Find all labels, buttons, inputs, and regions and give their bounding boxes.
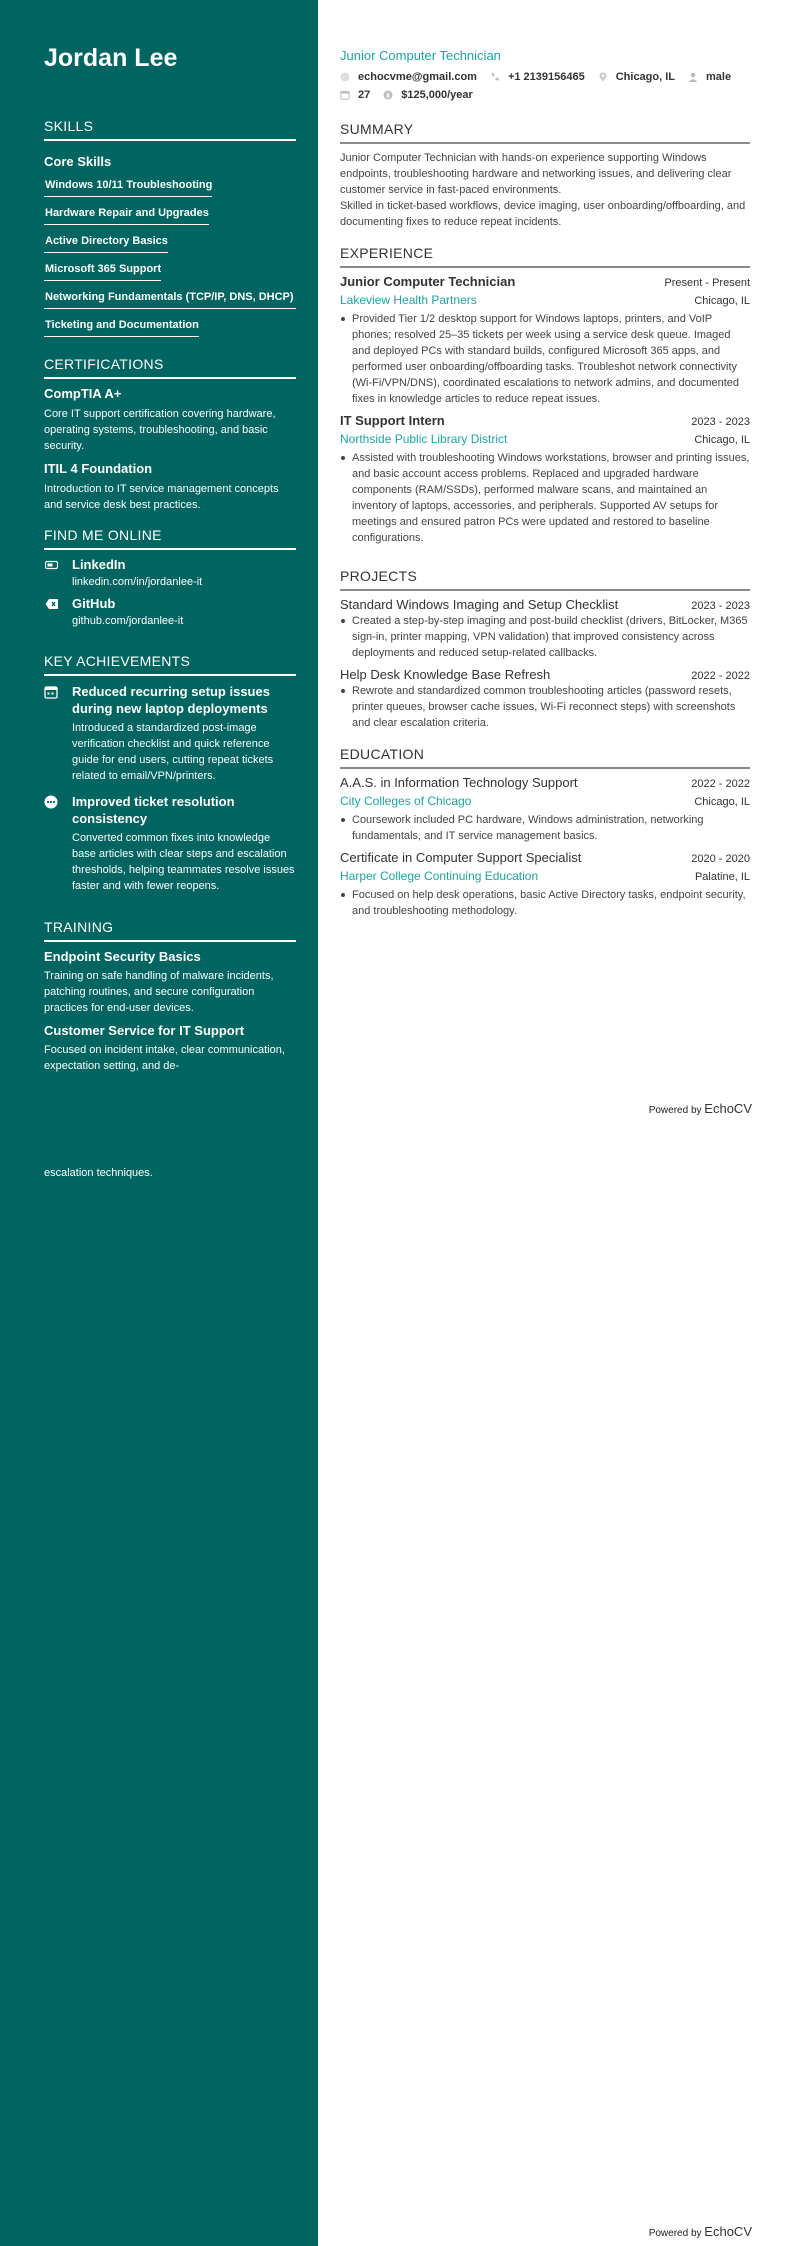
school-location: Chicago, IL bbox=[694, 796, 750, 808]
achievement-desc: Converted common fixes into knowledge base articles with clear steps and escalation thresholds, helping teammates resolve issues faster and with fewer reopens. bbox=[72, 832, 295, 892]
contact-info-line-1 bbox=[340, 71, 744, 83]
training-section bbox=[44, 919, 296, 1074]
projects-title: PROJECTS bbox=[340, 568, 750, 591]
github-label: GitHub bbox=[72, 596, 116, 611]
location-item bbox=[598, 71, 675, 83]
school-name: Harper College Continuing Education bbox=[340, 869, 539, 883]
degree-title: Certificate in Computer Support Specialist bbox=[340, 850, 582, 865]
achievement-title: Reduced recurring setup issues during new laptop deployments bbox=[72, 684, 270, 716]
skills-title: SKILLS bbox=[44, 118, 296, 141]
gender-text: male bbox=[706, 71, 732, 83]
achievement-desc: Introduced a standardized post-image verification checklist and quick reference guide for end users, cutting repeat tickets related to email/VPN/printers. bbox=[72, 722, 274, 782]
github-url[interactable]: github.com/jordanlee-it bbox=[72, 615, 184, 627]
job-date: 2023 - 2023 bbox=[691, 416, 750, 428]
linkedin-icon bbox=[45, 559, 59, 571]
job-bullet: Provided Tier 1/2 desktop support for Windows laptops, printers, and VoIP phones; resolved 25–35 tickets per week using a service desk queue. Imaged and deployed PCs with standard builds, configured Microsoft 365 apps, and performed user onboarding/offboarding tasks. Troubleshot network connectivity (Wi-Fi/VPN/DNS), coordinated escalations to network admins, and documented fixes in knowledge articles to reduce repeat issues. bbox=[340, 311, 750, 407]
skill-item: Windows 10/11 Troubleshooting bbox=[44, 173, 296, 197]
education-bullet: Focused on help desk operations, basic Active Directory tasks, endpoint security, and troubleshooting methodology. bbox=[340, 887, 750, 919]
brand-logo[interactable]: EchoCV bbox=[704, 1101, 752, 1116]
experience-title: EXPERIENCE bbox=[340, 245, 750, 268]
achievement-item bbox=[44, 793, 296, 894]
calendar-icon bbox=[44, 685, 58, 699]
summary-title: SUMMARY bbox=[340, 121, 750, 144]
achievements-title: KEY ACHIEVEMENTS bbox=[44, 653, 296, 676]
project-bullet: Rewrote and standardized common troubleshooting articles (password resets, printer queues, browser cache issues, Wi-Fi reconnect steps) with screenshots and clear escalation criteria. bbox=[340, 683, 750, 731]
powered-by-text: Powered by bbox=[648, 1105, 702, 1116]
education-section bbox=[340, 746, 750, 919]
linkedin-label: LinkedIn bbox=[72, 557, 126, 572]
training-desc-continued: escalation techniques. bbox=[44, 1167, 153, 1179]
education-bullet: Coursework included PC hardware, Windows administration, networking fundamentals, and IT service management basics. bbox=[340, 812, 750, 844]
phone-text[interactable]: +1 2139156465 bbox=[507, 71, 585, 83]
skills-section bbox=[44, 118, 296, 341]
job-bullet: Assisted with troubleshooting Windows workstations, browser and printing issues, and basic account access problems. Replaced and upgraded hardware components (RAM/SSDs), performed malware scans, and maintained an inventory of laptops, accessories, and peripherals. Supported AV setups for meetings and ensured patron PCs were updated and restored to baseline configurations. bbox=[340, 450, 750, 546]
calendar-icon bbox=[340, 90, 350, 100]
job-role: Junior Computer Technician bbox=[340, 48, 501, 63]
project-bullet: Created a step-by-step imaging and post-build checklist (drivers, BitLocker, M365 sign-in, printer mapping, VPN validation) that improved consistency across deployments and reduced setup-related callbacks. bbox=[340, 613, 750, 661]
age-text: 27 bbox=[358, 89, 371, 101]
project-date: 2022 - 2022 bbox=[691, 670, 750, 682]
salary-icon bbox=[383, 90, 393, 100]
job-title: Junior Computer Technician bbox=[340, 274, 516, 289]
skill-item: Active Directory Basics bbox=[44, 229, 296, 253]
company-name: Lakeview Health Partners bbox=[340, 293, 477, 307]
education-item bbox=[340, 850, 750, 919]
experience-section bbox=[340, 245, 750, 546]
company-location: Chicago, IL bbox=[694, 434, 750, 446]
github-icon bbox=[45, 598, 59, 610]
email-text[interactable]: echocvme@gmail.com bbox=[358, 71, 477, 83]
location-pin-icon bbox=[598, 72, 608, 82]
email-icon bbox=[340, 72, 350, 82]
cert-desc: Introduction to IT service management concepts and service desk best practices. bbox=[44, 483, 279, 511]
phone-icon bbox=[490, 72, 500, 82]
cert-name: CompTIA A+ bbox=[44, 386, 122, 401]
school-location: Palatine, IL bbox=[694, 871, 750, 883]
certifications-title: CERTIFICATIONS bbox=[44, 356, 296, 379]
summary-paragraph: Junior Computer Technician with hands-on experience supporting Windows endpoints, troubleshooting hardware and networking issues, and delivering clear customer service in fast-paced environments. bbox=[340, 152, 732, 196]
phone-item[interactable] bbox=[490, 71, 585, 83]
experience-item bbox=[340, 274, 750, 407]
summary-section bbox=[340, 121, 750, 230]
achievements-section bbox=[44, 653, 296, 894]
school-name: City Colleges of Chicago bbox=[340, 794, 472, 808]
candidate-name: Jordan Lee bbox=[44, 44, 178, 72]
contact-info-line-2 bbox=[340, 89, 486, 101]
company-name: Northside Public Library District bbox=[340, 432, 508, 446]
achievement-item bbox=[44, 683, 296, 784]
experience-item bbox=[340, 413, 750, 546]
online-section bbox=[44, 527, 296, 627]
linkedin-url[interactable]: linkedin.com/in/jordanlee-it bbox=[72, 576, 203, 588]
gender-item bbox=[688, 71, 731, 83]
education-item bbox=[340, 775, 750, 844]
location-text: Chicago, IL bbox=[615, 71, 675, 83]
powered-by-footer bbox=[649, 1101, 752, 1116]
salary-text: $125,000/year bbox=[401, 89, 473, 101]
sidebar bbox=[0, 0, 318, 2246]
job-date: Present - Present bbox=[664, 277, 750, 289]
certifications-section bbox=[44, 356, 296, 513]
training-desc: Training on safe handling of malware incidents, patching routines, and secure configuration practices for end-user devices. bbox=[44, 970, 274, 1014]
project-item bbox=[340, 667, 750, 731]
skill-item: Microsoft 365 Support bbox=[44, 257, 296, 281]
online-title: FIND ME ONLINE bbox=[44, 527, 296, 550]
skill-item: Hardware Repair and Upgrades bbox=[44, 201, 296, 225]
projects-section bbox=[340, 568, 750, 731]
training-title: TRAINING bbox=[44, 919, 296, 942]
user-icon bbox=[688, 72, 698, 82]
project-title: Standard Windows Imaging and Setup Checklist bbox=[340, 597, 619, 612]
age-item bbox=[340, 89, 370, 101]
linkedin-link[interactable] bbox=[44, 557, 296, 588]
company-location: Chicago, IL bbox=[694, 295, 750, 307]
svg-text:$: $ bbox=[385, 91, 391, 100]
achievement-title: Improved ticket resolution consistency bbox=[72, 794, 235, 826]
email-item[interactable] bbox=[340, 71, 477, 83]
cert-desc: Core IT support certification covering hardware, operating systems, troubleshooting, and basic security. bbox=[44, 408, 276, 452]
training-name: Endpoint Security Basics bbox=[44, 949, 201, 964]
salary-item bbox=[383, 89, 473, 101]
summary-paragraph: Skilled in ticket-based workflows, device imaging, user onboarding/offboarding, and documenting fixes to reduce repeat incidents. bbox=[340, 200, 746, 228]
training-name: Customer Service for IT Support bbox=[44, 1023, 245, 1038]
project-title: Help Desk Knowledge Base Refresh bbox=[340, 667, 551, 682]
education-title: EDUCATION bbox=[340, 746, 750, 769]
powered-by-text: Powered by bbox=[648, 2228, 702, 2239]
degree-title: A.A.S. in Information Technology Support bbox=[340, 775, 578, 790]
powered-by-footer bbox=[649, 2224, 752, 2239]
education-date: 2022 - 2022 bbox=[691, 778, 750, 790]
more-icon bbox=[44, 795, 58, 809]
github-link[interactable] bbox=[44, 596, 296, 627]
skill-item: Networking Fundamentals (TCP/IP, DNS, DHCP) bbox=[44, 285, 296, 309]
job-title: IT Support Intern bbox=[340, 413, 445, 428]
brand-logo[interactable]: EchoCV bbox=[704, 2224, 752, 2239]
cert-name: ITIL 4 Foundation bbox=[44, 461, 153, 476]
skills-group-title: Core Skills bbox=[44, 154, 112, 169]
skill-item: Ticketing and Documentation bbox=[44, 313, 296, 337]
project-date: 2023 - 2023 bbox=[691, 600, 750, 612]
training-desc: Focused on incident intake, clear communication, expectation setting, and de- bbox=[44, 1044, 285, 1072]
project-item bbox=[340, 597, 750, 661]
education-date: 2020 - 2020 bbox=[691, 853, 750, 865]
